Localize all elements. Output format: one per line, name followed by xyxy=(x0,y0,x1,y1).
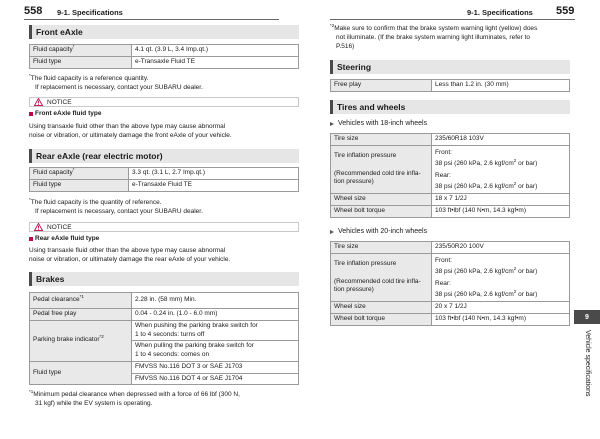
rear-notice-body xyxy=(29,246,230,264)
footnote-line: P.516) xyxy=(336,43,355,51)
table-cell: Fluid type xyxy=(30,179,129,191)
cell-label: Fluid capacity xyxy=(33,46,73,53)
footnote-mark: *1 xyxy=(29,388,34,394)
table-cell: 235/60R18 103V xyxy=(432,134,570,146)
table-cell: 0.04 - 0.24 in. (1.0 - 6.0 mm) xyxy=(132,309,299,321)
table-cell: 2.28 in. (58 mm) Min. xyxy=(132,293,299,309)
table-cell xyxy=(331,253,432,302)
table-cell: Pedal free play xyxy=(30,309,132,321)
rear-eaxle-footnote xyxy=(29,198,203,216)
table-cell: Wheel size xyxy=(331,194,432,206)
tires-18-table xyxy=(330,133,570,218)
cell-line: When pushing the parking brake switch for xyxy=(135,321,258,329)
chapter-tab[interactable]: 9 xyxy=(574,310,600,324)
superscript: 2 xyxy=(513,288,517,294)
tires-20-table xyxy=(330,241,570,326)
table-cell: e-Transaxle Fluid TE xyxy=(129,179,299,191)
notice-label: NOTICE xyxy=(47,223,72,231)
table-cell: 103 ft•lbf (140 N•m, 14.3 kgf•m) xyxy=(432,314,570,326)
footnote-mark: * xyxy=(29,196,31,202)
right-page-number: 559 xyxy=(556,5,575,17)
table-cell: e-Transaxle Fluid TE xyxy=(132,56,299,68)
footnote-line: Minimum pedal clearance when depressed with a force of 66 lbf (300 N, xyxy=(33,391,240,398)
table-cell: 20 x 7 1/2J xyxy=(432,302,570,314)
table-row xyxy=(331,302,570,314)
table-row xyxy=(331,242,570,254)
table-cell: Fluid type xyxy=(30,361,132,385)
front-eaxle-footnote xyxy=(29,74,203,92)
table-cell xyxy=(30,168,129,180)
subheading-text: Vehicles with 20-inch wheels xyxy=(338,228,428,235)
table-cell xyxy=(432,253,570,302)
cell-line: Tire inflation pressure xyxy=(334,259,397,267)
cell-line: Rear: xyxy=(435,279,451,287)
cell-line: or bar) xyxy=(516,290,538,298)
table-row xyxy=(30,293,299,309)
table-cell: FMVSS No.116 DOT 4 or SAE J1704 xyxy=(132,373,299,385)
table-cell: 18 x 7 1/2J xyxy=(432,194,570,206)
subheading-text: Vehicles with 18-inch wheels xyxy=(338,120,428,127)
cell-line: Front: xyxy=(435,148,452,156)
table-row xyxy=(30,309,299,321)
table-cell xyxy=(30,45,132,57)
footnote-line: If replacement is necessary, contact your SUBARU dealer. xyxy=(35,208,203,216)
cell-line: Front: xyxy=(435,256,452,264)
cell-line: 1 to 4 seconds: comes on xyxy=(135,351,210,359)
brakes-table xyxy=(29,292,299,385)
cell-line: or bar) xyxy=(516,268,538,276)
steering-heading: Steering xyxy=(330,60,570,74)
steering-table xyxy=(330,79,570,92)
cell-line: tion pressure) xyxy=(334,286,374,294)
table-row xyxy=(30,179,299,191)
front-notice-title xyxy=(29,110,101,117)
right-header-rule xyxy=(330,19,575,20)
rear-notice-box xyxy=(29,222,299,232)
table-cell: 3.3 qt. (3.1 L, 2.7 Imp.qt.) xyxy=(129,168,299,180)
bullet-square-icon xyxy=(29,112,33,116)
table-cell: FMVSS No.116 DOT 3 or SAE J1703 xyxy=(132,361,299,373)
table-row xyxy=(30,320,299,341)
notice-line: noise or vibration, or ultimately damage the front eAxle of your vehicle. xyxy=(29,132,232,140)
tires-20-heading xyxy=(330,228,427,235)
footnote-line: 31 kgf) while the EV system is operating. xyxy=(35,400,153,408)
superscript: 2 xyxy=(513,265,517,271)
footnote-line: If replacement is necessary, contact your SUBARU dealer. xyxy=(35,84,203,92)
table-cell: 4.1 qt. (3.9 L, 3.4 Imp.qt.) xyxy=(132,45,299,57)
footnote-mark: * xyxy=(72,166,75,172)
cell-line: or bar) xyxy=(516,182,538,190)
footnote-mark: *2 xyxy=(330,22,335,28)
cell-line: 1 to 4 seconds: turns off xyxy=(135,330,205,338)
chapter-tab-label: Vehicle specifications xyxy=(584,330,591,397)
left-chapter-title: 9-1. Specifications xyxy=(57,8,123,17)
footnote-mark: * xyxy=(72,43,75,49)
cell-line: 38 psi (260 kPa, 2.6 kgf/cm xyxy=(435,268,514,276)
table-row xyxy=(331,80,570,92)
cell-line: tion pressure) xyxy=(334,178,374,186)
table-cell xyxy=(30,320,132,361)
cell-label: Fluid capacity xyxy=(33,169,73,176)
cell-line: (Recommended cold tire infla- xyxy=(334,169,421,177)
table-row xyxy=(30,45,299,57)
cell-line: 38 psi (260 kPa, 2.6 kgf/cm xyxy=(435,160,514,168)
table-row xyxy=(331,134,570,146)
tires-18-heading xyxy=(330,120,427,127)
table-row xyxy=(30,56,299,68)
cell-line: Tire inflation pressure xyxy=(334,151,397,159)
notice-line: noise or vibration, or ultimately damage the rear eAxle of your vehicle. xyxy=(29,256,231,264)
cell-line: 38 psi (260 kPa, 2.6 kgf/cm xyxy=(435,182,514,190)
bullet-square-icon xyxy=(29,237,33,241)
footnote-line: Make sure to confirm that the brake system warning light (yellow) does xyxy=(334,25,538,32)
rear-eaxle-heading: Rear eAxle (rear electric motor) xyxy=(29,149,299,163)
left-header-rule xyxy=(24,19,279,20)
table-cell: 103 ft•lbf (140 N•m, 14.3 kgf•m) xyxy=(432,206,570,218)
superscript: 2 xyxy=(513,157,517,163)
triangle-bullet-icon xyxy=(330,122,334,126)
cell-line: When pulling the parking brake switch for xyxy=(135,342,254,350)
cell-line: 38 psi (260 kPa, 2.6 kgf/cm xyxy=(435,290,514,298)
cell-line: or bar) xyxy=(516,160,538,168)
footnote-line: The fluid capacity is a reference quantity. xyxy=(30,75,149,82)
superscript: 2 xyxy=(513,180,517,186)
rear-eaxle-table xyxy=(29,167,299,192)
notice-label: NOTICE xyxy=(47,98,72,106)
table-row xyxy=(30,361,299,373)
brakes-footnote-1 xyxy=(29,390,240,408)
front-notice-box xyxy=(29,97,299,107)
warning-triangle-icon xyxy=(34,223,43,231)
table-cell: Free play xyxy=(331,80,432,92)
front-notice-body xyxy=(29,122,232,140)
left-page-number: 558 xyxy=(24,5,43,17)
front-eaxle-heading: Front eAxle xyxy=(29,25,299,39)
table-cell: Wheel size xyxy=(331,302,432,314)
cell-line: Rear: xyxy=(435,171,451,179)
table-cell xyxy=(30,293,132,309)
table-cell xyxy=(132,320,299,341)
table-row xyxy=(331,145,570,194)
brakes-footnote-2 xyxy=(330,24,570,51)
table-cell xyxy=(331,145,432,194)
front-eaxle-table xyxy=(29,44,299,69)
table-cell xyxy=(432,145,570,194)
notice-line: Using transaxle fluid other than the above type may cause abnormal xyxy=(29,247,226,254)
table-row xyxy=(331,253,570,302)
table-cell: Wheel bolt torque xyxy=(331,206,432,218)
brakes-heading: Brakes xyxy=(29,272,299,286)
table-cell: Tire size xyxy=(331,242,432,254)
footnote-line: The fluid capacity is the quantity of reference. xyxy=(30,199,162,206)
notice-title-text: Front eAxle fluid type xyxy=(35,110,102,117)
triangle-bullet-icon xyxy=(330,230,334,234)
cell-line: (Recommended cold tire infla- xyxy=(334,277,421,285)
footnote-line: not illuminate. (If the brake system warning light illuminates, refer to xyxy=(336,34,531,42)
cell-label: Parking brake indicator xyxy=(33,336,100,344)
table-cell: Fluid type xyxy=(30,56,132,68)
rear-notice-title xyxy=(29,235,99,242)
table-cell: 235/50R20 100V xyxy=(432,242,570,254)
notice-title-text: Rear eAxle fluid type xyxy=(35,235,100,242)
table-row xyxy=(331,206,570,218)
footnote-mark: *2 xyxy=(99,334,104,340)
footnote-mark: * xyxy=(29,72,31,78)
table-cell: Less than 1.2 in. (30 mm) xyxy=(432,80,570,92)
cell-label: Pedal clearance xyxy=(33,296,80,304)
footnote-mark: *1 xyxy=(79,293,84,299)
table-row xyxy=(30,168,299,180)
table-cell xyxy=(132,341,299,362)
table-cell: Tire size xyxy=(331,134,432,146)
warning-triangle-icon xyxy=(34,98,43,106)
table-row xyxy=(331,314,570,326)
tires-heading: Tires and wheels xyxy=(330,100,570,114)
table-cell: Wheel bolt torque xyxy=(331,314,432,326)
right-chapter-title: 9-1. Specifications xyxy=(467,8,533,17)
table-row xyxy=(331,194,570,206)
notice-line: Using transaxle fluid other than the above type may cause abnormal xyxy=(29,123,226,130)
